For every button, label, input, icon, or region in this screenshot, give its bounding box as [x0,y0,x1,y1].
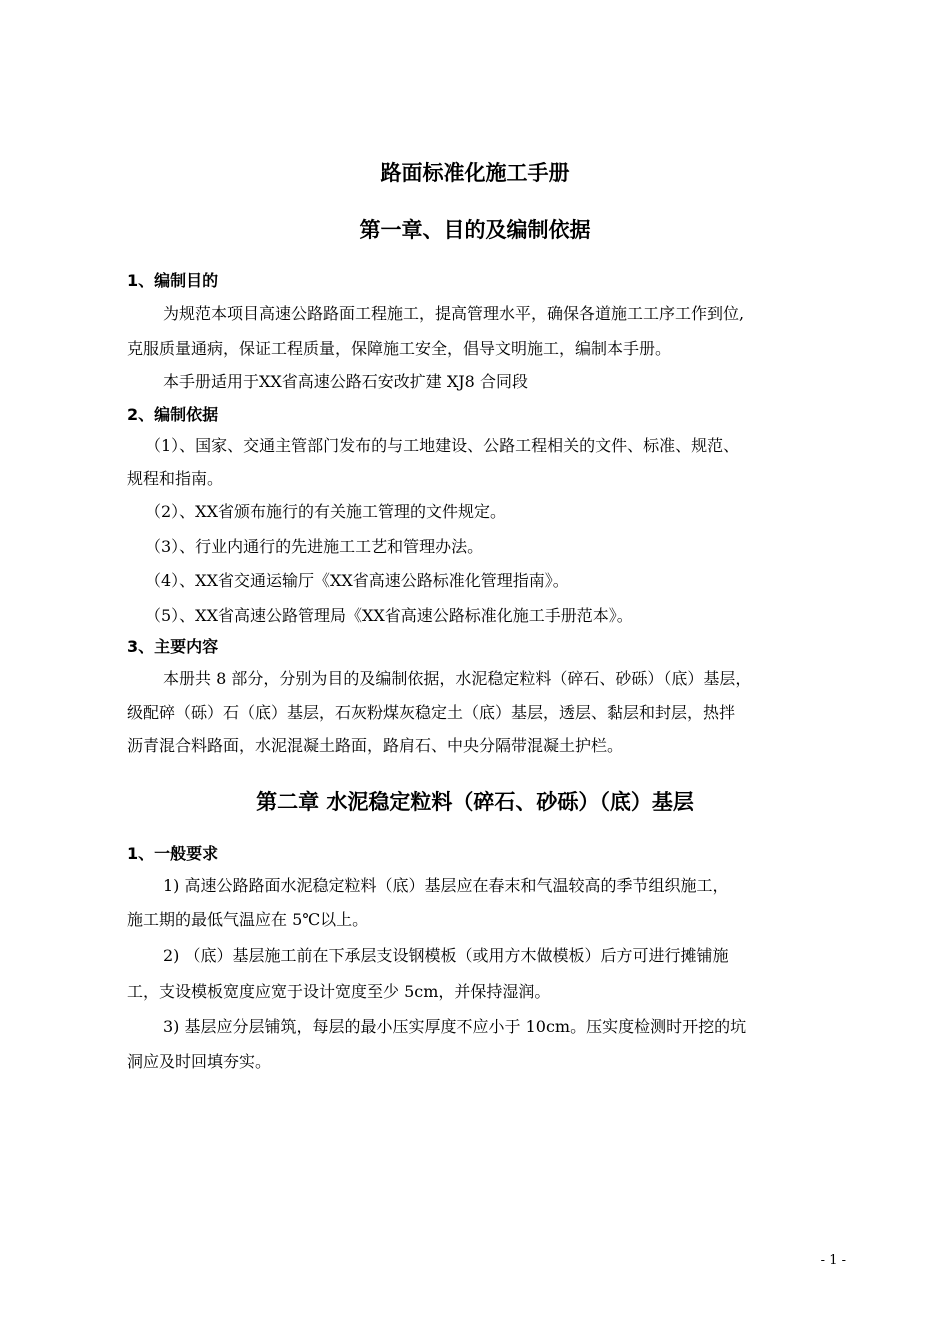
list-item: 工，支设模板宽度应宽于设计宽度至少 5cm，并保持湿润。 [127,982,551,1001]
list-item: 2) （底）基层施工前在下承层支设钢模板（或用方木做模板）后方可进行摊铺施 [163,946,729,965]
list-item: （3）、行业内通行的先进施工工艺和管理办法。 [145,537,484,556]
list-item: 1) 高速公路路面水泥稳定粒料（底）基层应在春末和气温较高的季节组织施工， [163,876,729,895]
paragraph-line: 本册共 8 部分，分别为目的及编制依据，水泥稳定粒料（碎石、砂砾）（底）基层， [163,669,752,688]
paragraph-line: 级配碎（砾）石（底）基层，石灰粉煤灰稳定土（底）基层，透层、黏层和封层，热拌 [127,703,736,722]
section-heading: 2、编制依据 [127,405,219,424]
page-number: - 1 - [820,1253,846,1268]
list-item: 洞应及时回填夯实。 [127,1052,272,1071]
list-item: （1）、国家、交通主管部门发布的与工地建设、公路工程相关的文件、标准、规范、 [145,436,740,455]
document-title: 路面标准化施工手册 [380,161,570,185]
section-heading: 1、一般要求 [127,844,219,863]
section-heading: 1、编制目的 [127,271,219,290]
paragraph-line: 沥青混合料路面，水泥混凝土路面，路肩石、中央分隔带混凝土护栏。 [127,736,624,755]
paragraph-line: 本手册适用于XX省高速公路石安改扩建 XJ8 合同段 [163,372,528,391]
list-item: （2）、XX省颁布施行的有关施工管理的文件规定。 [145,502,506,521]
list-item: （5）、XX省高速公路管理局《XX省高速公路标准化施工手册范本》。 [145,606,633,625]
paragraph-line: 为规范本项目高速公路路面工程施工，提高管理水平，确保各道施工工序工作到位, [163,304,745,323]
list-item: 施工期的最低气温应在 5℃以上。 [127,910,369,929]
list-item: （4）、XX省交通运输厅《XX省高速公路标准化管理指南》。 [145,571,569,590]
list-item: 规程和指南。 [127,469,224,488]
section-heading: 3、主要内容 [127,637,219,656]
chapter1-title: 第一章、目的及编制依据 [359,218,591,242]
paragraph-line: 克服质量通病，保证工程质量，保障施工安全，倡导文明施工，编制本手册。 [127,339,672,358]
chapter2-title: 第二章 水泥稳定粒料（碎石、砂砾）（底）基层 [256,790,694,814]
list-item: 3) 基层应分层铺筑，每层的最小压实厚度不应小于 10cm。压实度检测时开挖的坑 [163,1017,747,1036]
